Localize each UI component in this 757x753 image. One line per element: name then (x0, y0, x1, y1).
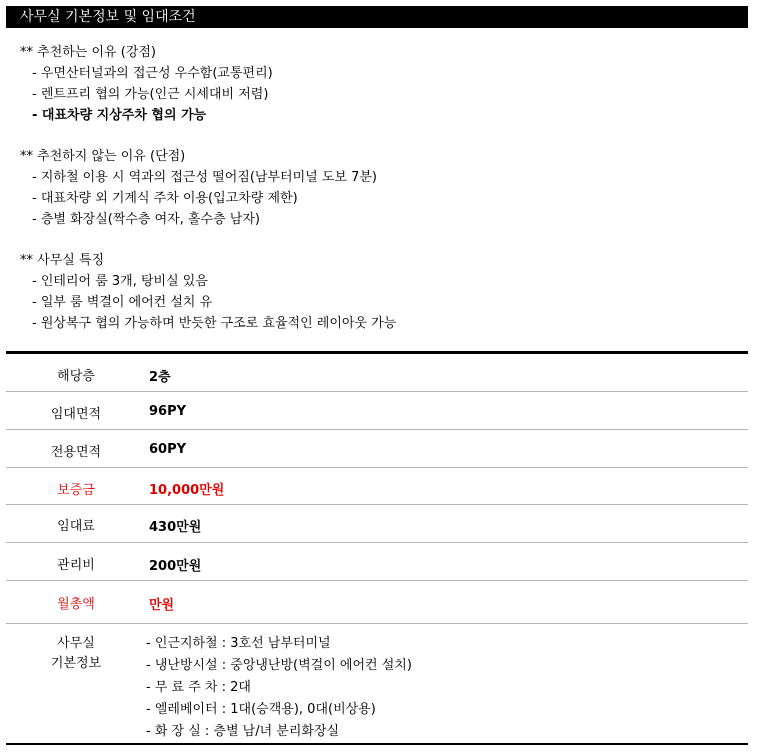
lease-terms-table (6, 351, 748, 743)
table-row (6, 354, 748, 392)
list-item: - 일부 룸 벽결이 에어컨 설치 유 (32, 295, 213, 310)
list-item: - 층별 화장실(짝수층 여자, 홀수층 남자) (32, 212, 260, 227)
table-row (6, 543, 748, 581)
table-row (6, 505, 748, 543)
list-item: - 대표차량 외 기계식 주차 이용(입고차량 제한) (32, 191, 298, 206)
section-heading: ** 사무실 특징 (20, 253, 105, 268)
row-value: 96PY (149, 404, 187, 419)
row-label: 관리비 (57, 558, 95, 573)
row-label: 해당층 (57, 369, 95, 384)
section-heading: ** 추천하지 않는 이유 (단점) (20, 149, 186, 164)
section-heading: ** 추천하는 이유 (강점) (20, 45, 157, 60)
row-value: 2층 (149, 370, 171, 385)
list-item: - 지하철 이용 시 역과의 접근성 떨어짐(남부터미널 도보 7분) (32, 170, 377, 185)
row-label: 임대면적 (50, 407, 102, 422)
page-title: 사무실 기본정보 및 임대조건 (6, 6, 748, 28)
row-label: 보증금 (57, 483, 95, 498)
notes-section (20, 43, 740, 334)
office-info-row (6, 624, 748, 743)
info-label (6, 634, 146, 674)
table-bottom-rule (6, 743, 748, 745)
list-item: - 렌트프리 협의 가능(인근 시세대비 저렴) (32, 87, 269, 102)
row-value: 만원 (149, 598, 175, 613)
info-list (146, 633, 412, 743)
info-label-line: 기본정보 (50, 656, 102, 671)
list-item: - 엘레베이터 : 1대(승객용), 0대(비상용) (146, 702, 376, 717)
row-value: 10,000만원 (149, 483, 225, 498)
row-value: 60PY (149, 442, 187, 457)
table-row (6, 468, 748, 505)
table-row (6, 430, 748, 468)
row-value: 430만원 (149, 520, 202, 535)
list-item: - 인테리어 룸 3개, 탕비실 있음 (32, 274, 208, 289)
features-section (20, 251, 740, 334)
list-item: - 대표차량 지상주차 협의 가능 (32, 108, 207, 123)
list-item: - 인근지하철 : 3호선 남부터미널 (146, 636, 331, 651)
info-label-line: 사무실 (57, 636, 95, 651)
row-label: 월총액 (57, 597, 95, 612)
list-item: - 화 장 실 : 층별 남/녀 분리화장실 (146, 724, 340, 739)
table-row (6, 392, 748, 430)
row-value: 200만원 (149, 559, 202, 574)
weaknesses-section (20, 147, 740, 230)
list-item: - 냉난방시설 : 중앙냉난방(벽걸이 에어컨 설치) (146, 658, 412, 673)
list-item: - 원상복구 협의 가능하며 반듯한 구조로 효율적인 레이아웃 가능 (32, 316, 397, 331)
row-label: 임대료 (57, 519, 95, 534)
strengths-section (20, 43, 740, 126)
list-item: - 무 료 주 차 : 2대 (146, 680, 251, 695)
table-row (6, 581, 748, 624)
list-item: - 우면산터널과의 접근성 우수함(교통편리) (32, 66, 273, 81)
row-label: 전용면적 (50, 445, 102, 460)
